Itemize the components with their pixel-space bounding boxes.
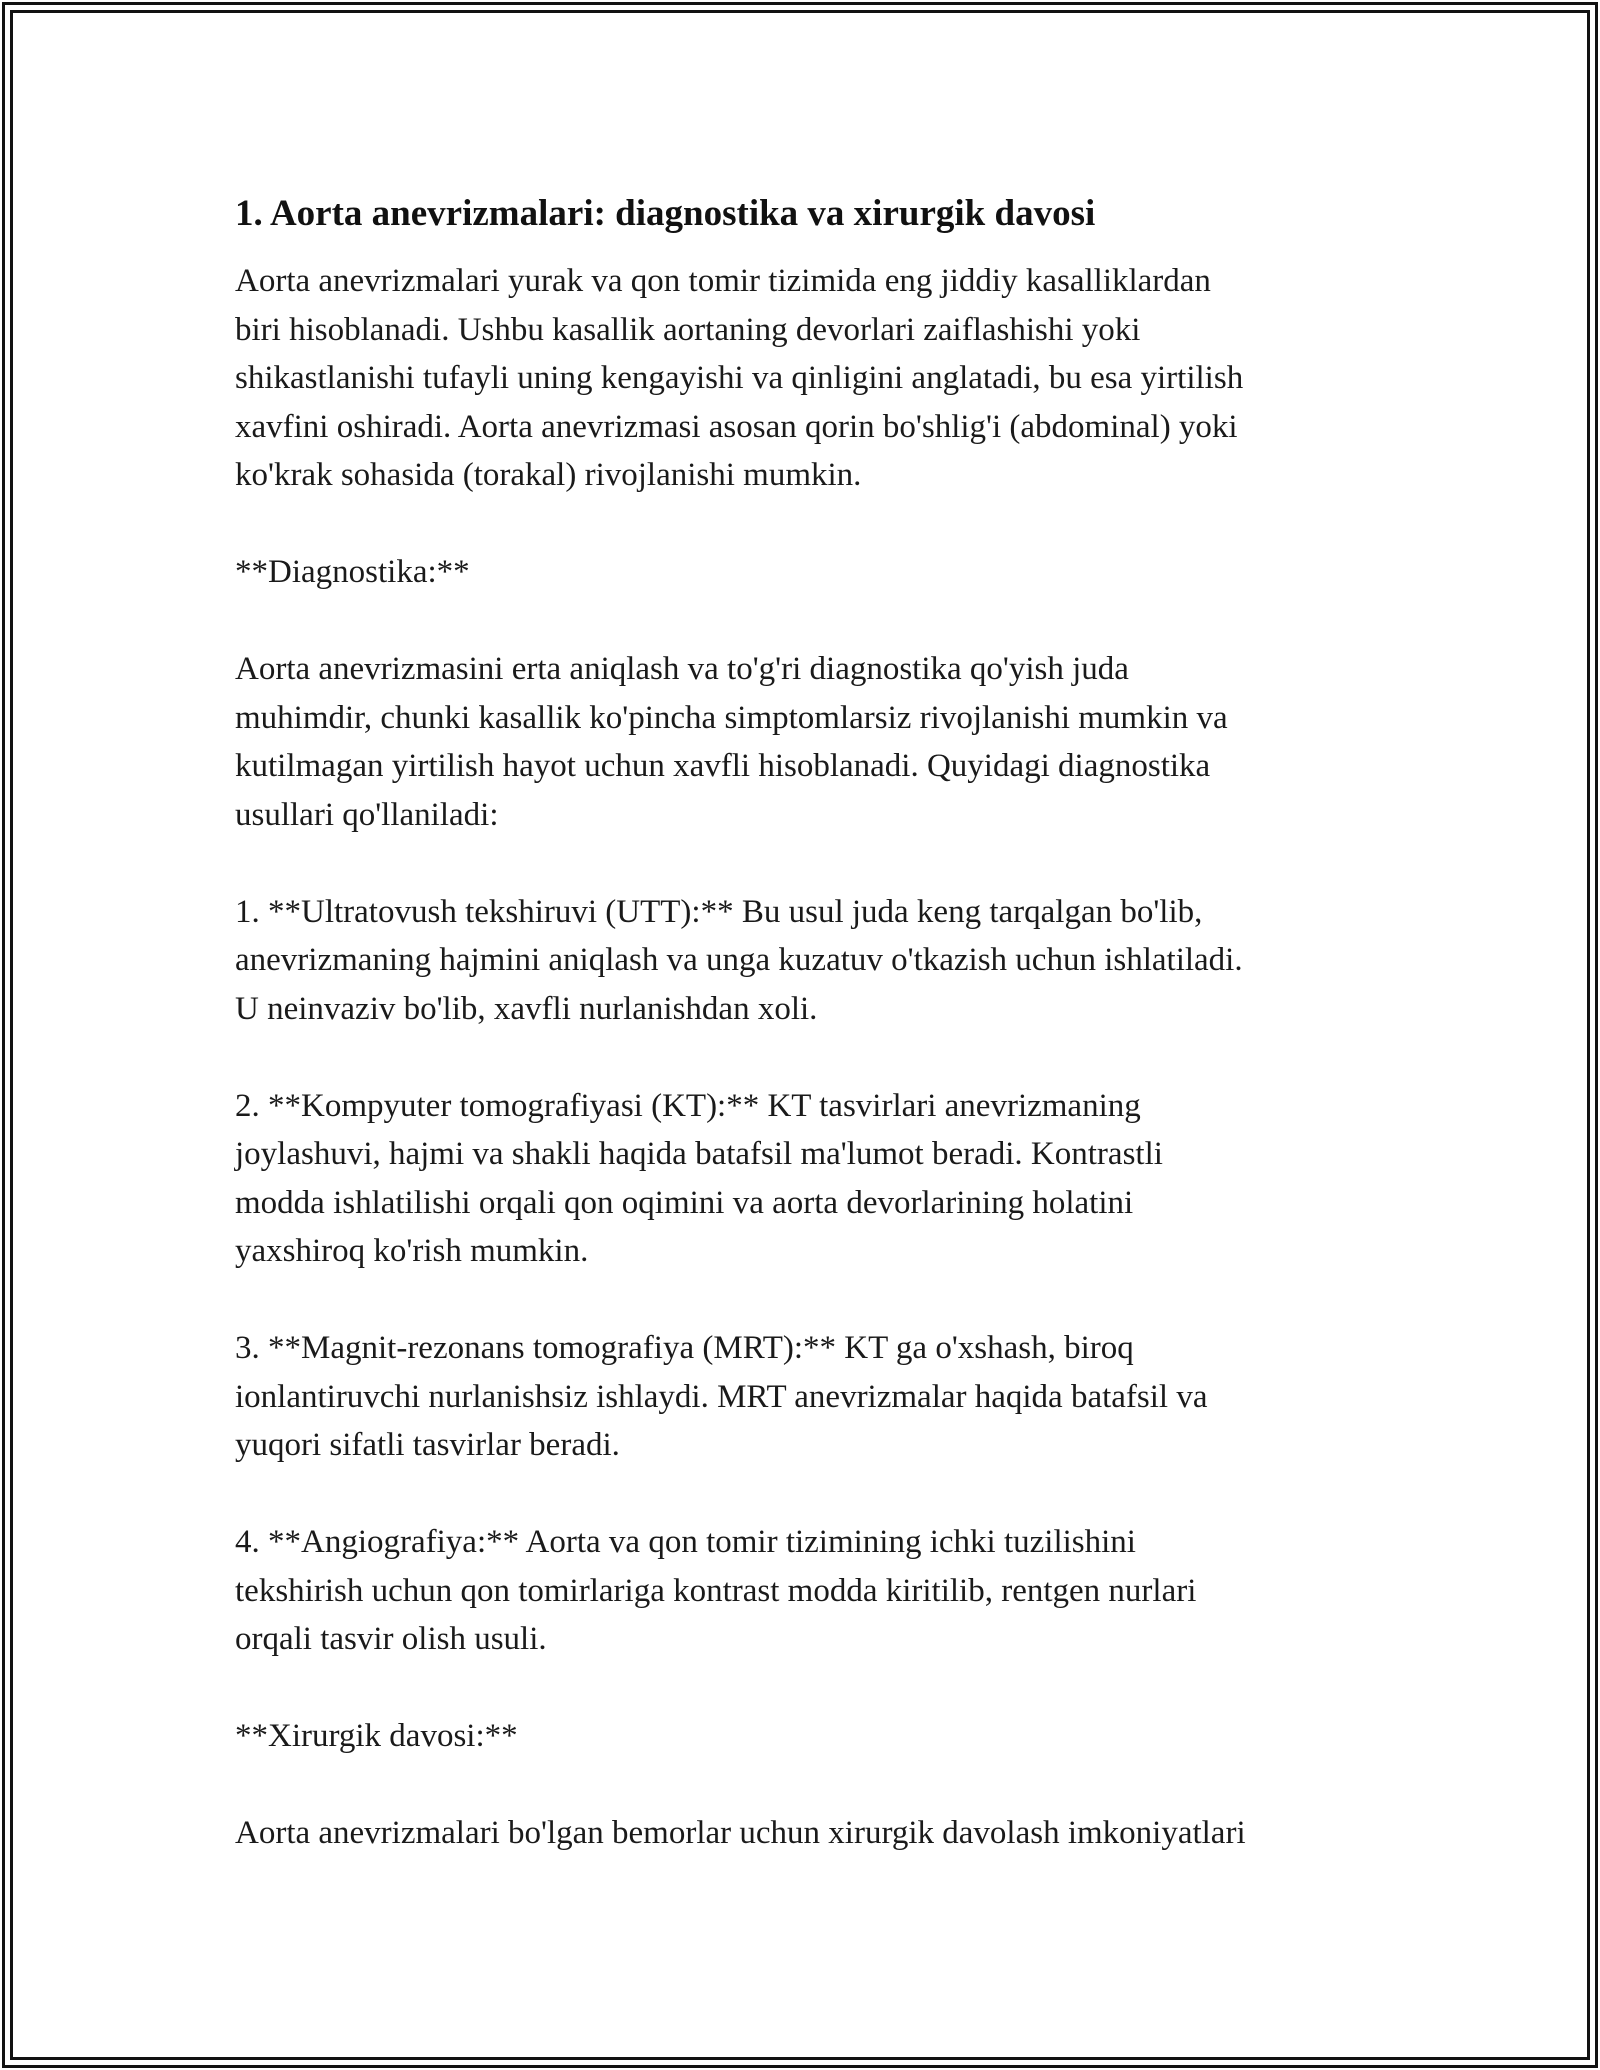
surgery-paragraph: Aorta anevrizmalari bo'lgan bemorlar uchun xirurgik davolash imkoniyatlari <box>235 1815 1246 1851</box>
document-title: 1. Aorta anevrizmalari: diagnostika va xirurgik davosi <box>235 193 1096 234</box>
surgery-heading: **Xirurgik davosi:** <box>235 1718 518 1754</box>
list-item-ultrasound: 1. **Ultratovush tekshiruvi (UTT):** Bu usul juda keng tarqalgan bo'lib, anevrizmaning hajmini aniqlash va unga kuzatuv o'tkazish uchun ishlatiladi. U neinvaziv bo'lib, xavfli nurlanishdan xoli. <box>235 893 1243 1027</box>
list-item-ct: 2. **Kompyuter tomografiyasi (KT):** KT tasvirlari anevrizmaning joylashuvi, hajmi va shakli haqida batafsil ma'lumot beradi. Kontrastli modda ishlatilishi orqali qon oqimini va aorta devorlarining holatini yaxshiroq ko'rish mumkin. <box>235 1087 1163 1269</box>
document-body <box>235 190 1365 1858</box>
diagnostics-heading: **Diagnostika:** <box>235 554 470 590</box>
list-item-angiography: 4. **Angiografiya:** Aorta va qon tomir tizimining ichki tuzilishini tekshirish uchun qon tomirlariga kontrast modda kiritilib, rentgen nurlari orqali tasvir olish usuli. <box>235 1524 1197 1657</box>
intro-paragraph: Aorta anevrizmalari yurak va qon tomir tizimida eng jiddiy kasalliklardan biri hisoblanadi. Ushbu kasallik aortaning devorlari zaiflashishi yoki shikastlanishi tufayli uning kengayishi va qinligini anglatadi, bu esa yirtilish xavfini oshiradi. Aorta anevrizmasi asosan qorin bo'shlig'i (abdominal) yoki ko'krak sohasida (torakal) rivojlanishi mumkin. <box>235 263 1244 493</box>
list-item-mri: 3. **Magnit-rezonans tomografiya (MRT):** KT ga o'xshash, biroq ionlantiruvchi nurlanishsiz ishlaydi. MRT anevrizmalar haqida batafsil va yuqori sifatli tasvirlar beradi. <box>235 1330 1208 1463</box>
diagnostics-paragraph: Aorta anevrizmasini erta aniqlash va to'g'ri diagnostika qo'yish juda muhimdir, chunki kasallik ko'pincha simptomlarsiz rivojlanishi mumkin va kutilmagan yirtilish hayot uchun xavfli hisoblanadi. Quyidagi diagnostika usullari qo'llaniladi: <box>235 651 1228 833</box>
